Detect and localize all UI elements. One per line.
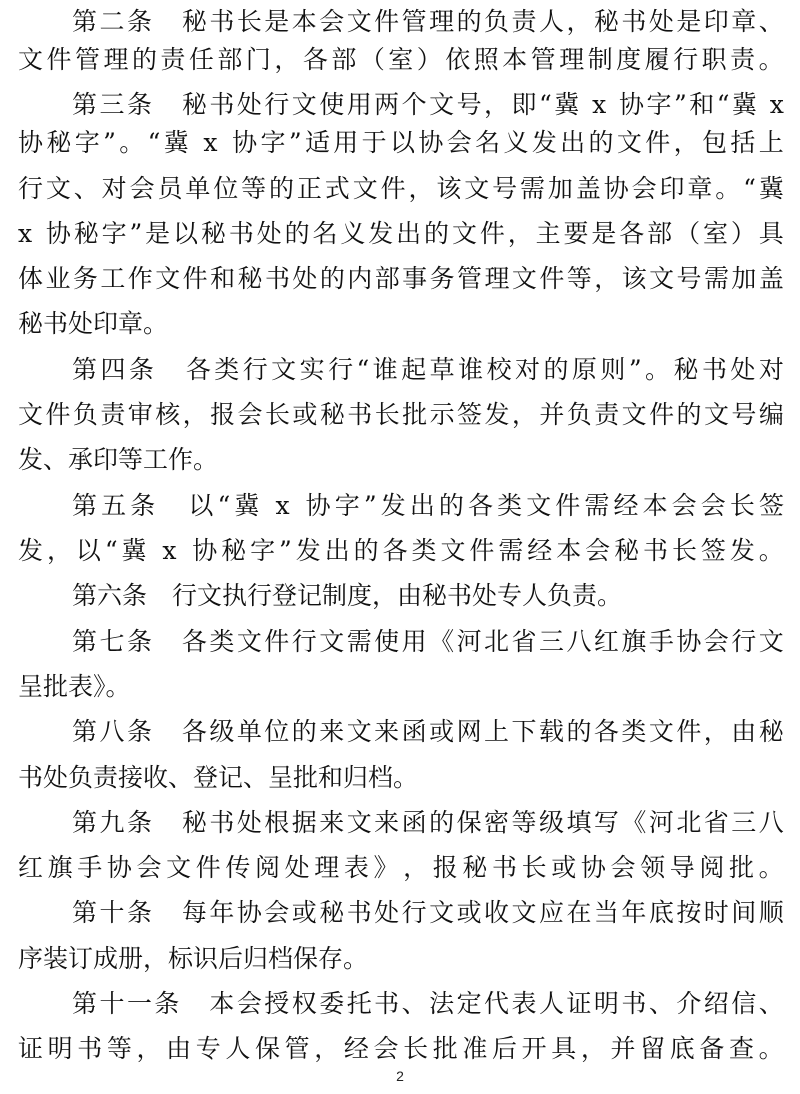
text-line xyxy=(0,348,800,392)
text-line xyxy=(0,257,800,301)
text-line-content: 第 九 条 秘 书 处 根 据 来 文 来 函 的 保 密 等 级 填 写 《 河 北 省 三 八 xyxy=(72,808,784,837)
text-line-content: 呈批表》。 xyxy=(18,672,131,701)
text-line-content: 发、承印等工作。 xyxy=(18,445,219,474)
text-line xyxy=(0,38,800,82)
text-line xyxy=(0,1027,800,1071)
text-line-content: x 协 秘 字 ” 是 以 秘 书 处 的 名 义 发 出 的 文 件 ， 主 要 是 各 部 （ 室 ） 具 xyxy=(18,219,784,248)
text-line xyxy=(0,620,800,664)
text-line-content: 红 旗 手 协 会 文 件 传 阅 处 理 表 》 ， 报 秘 书 长 或 协 会 领 导 阅 批 。 xyxy=(18,853,784,882)
text-line-content: 体 业 务 工 作 文 件 和 秘 书 处 的 内 部 事 务 管 理 文 件 等 ， 该 文 号 需 加 盖 xyxy=(18,264,784,293)
text-line-content: 第六条 行文执行登记制度，由秘书处专人负责。 xyxy=(72,581,623,610)
text-line xyxy=(0,393,800,437)
text-line xyxy=(0,937,800,981)
text-line xyxy=(0,167,800,211)
text-line xyxy=(0,574,800,618)
text-line xyxy=(0,801,800,845)
text-line-content: 第 十 一 条 本 会 授 权 委 托 书 、 法 定 代 表 人 证 明 书 、 介 绍 信 、 xyxy=(72,989,784,1018)
text-line xyxy=(0,529,800,573)
text-line xyxy=(0,121,800,165)
text-line-content: 文 件 管 理 的 责 任 部 门 ， 各 部 （ 室 ） 依 照 本 管 理 制 度 履 行 职 责 。 xyxy=(18,45,784,74)
text-line xyxy=(0,665,800,709)
text-line-content: 第 三 条 秘 书 处 行 文 使 用 两 个 文 号 ， 即 “ 冀 x 协 字 ” 和 “ 冀 x xyxy=(72,90,784,119)
text-line xyxy=(0,982,800,1026)
text-line xyxy=(0,484,800,528)
text-line xyxy=(0,846,800,890)
text-line-content: 秘书处印章。 xyxy=(18,309,169,338)
text-line xyxy=(0,438,800,482)
text-line xyxy=(0,756,800,800)
text-line-content: 第 十 条 每 年 协 会 或 秘 书 处 行 文 或 收 文 应 在 当 年 底 按 时 间 顺 xyxy=(72,898,784,927)
text-line xyxy=(0,212,800,256)
text-line-content: 第 五 条 以 “ 冀 x 协 字 ” 发 出 的 各 类 文 件 需 经 本 会 会 长 签 xyxy=(72,491,784,520)
text-line-content: 第 七 条 各 类 文 件 行 文 需 使 用 《 河 北 省 三 八 红 旗 手 协 会 行 文 xyxy=(72,627,784,656)
text-line-content: 文 件 负 责 审 核 ， 报 会 长 或 秘 书 长 批 示 签 发 ， 并 负 责 文 件 的 文 号 编 xyxy=(18,400,784,429)
text-line-content: 第 八 条 各 级 单 位 的 来 文 来 函 或 网 上 下 载 的 各 类 文 件 ， 由 秘 xyxy=(72,717,784,746)
text-line-content: 书处负责接收、登记、呈批和归档。 xyxy=(18,763,419,792)
text-line-content: 发 ， 以 “ 冀 x 协 秘 字 ” 发 出 的 各 类 文 件 需 经 本 会 秘 书 长 签 发 。 xyxy=(18,536,784,565)
text-line-content: 第 二 条 秘 书 长 是 本 会 文 件 管 理 的 负 责 人 ， 秘 书 处 是 印 章 、 xyxy=(72,7,784,36)
text-line xyxy=(0,710,800,754)
text-line-content: 证 明 书 等 ， 由 专 人 保 管 ， 经 会 长 批 准 后 开 具 ， 并 留 底 备 查 。 xyxy=(18,1034,784,1063)
text-line-content: 第 四 条 各 类 行 文 实 行 “ 谁 起 草 谁 校 对 的 原 则 ” 。 秘 书 处 对 xyxy=(72,355,784,384)
page-number: 2 xyxy=(396,1068,404,1084)
text-line-content: 协 秘 字 ” 。 “ 冀 x 协 字 ” 适 用 于 以 协 会 名 义 发 出 的 文 件 ， 包 括 上 xyxy=(18,128,784,157)
text-line-content: 序装订成册，标识后归档保存。 xyxy=(18,944,369,973)
text-line-content: 行 文 、 对 会 员 单 位 等 的 正 式 文 件 ， 该 文 号 需 加 盖 协 会 印 章 。 “ 冀 xyxy=(18,174,784,203)
text-line xyxy=(0,891,800,935)
text-line xyxy=(0,302,800,346)
